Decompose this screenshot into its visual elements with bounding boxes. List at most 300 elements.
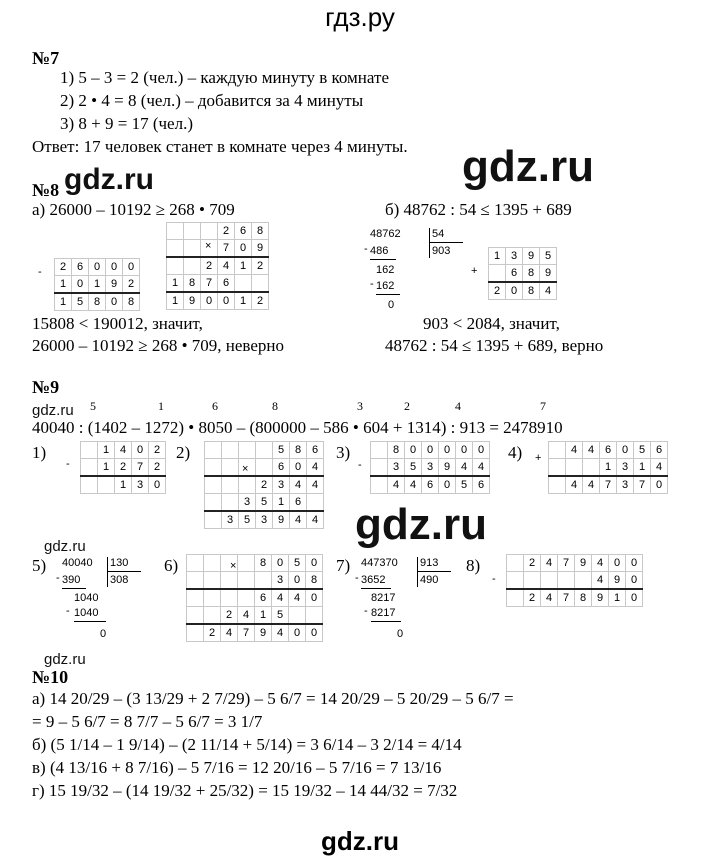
grid-digit (184, 240, 201, 258)
underline (62, 588, 86, 589)
quotient: 308 (110, 574, 129, 586)
grid-digit: 5 (72, 293, 89, 311)
watermark-large: gdz.ru (462, 142, 594, 191)
task-10b-line: б) (5 1/14 – 1 9/14) – (2 11/14 + 5/14) = 3 6/14 – 3 2/14 = 4/14 (32, 735, 462, 754)
grid-digit: 1 (55, 276, 72, 294)
grid-digit: 6 (600, 442, 617, 459)
grid-digit: 0 (235, 240, 252, 258)
grid-row (167, 240, 269, 258)
grid-digit: 0 (651, 476, 668, 494)
grid-digit: 0 (289, 572, 306, 590)
grid-digit (549, 476, 566, 494)
order-number: 8 (272, 399, 278, 413)
grid-digit (167, 240, 184, 258)
grid-digit: 4 (238, 607, 255, 625)
grid-digit (201, 223, 218, 240)
grid-digit (205, 459, 222, 477)
task-10-title: №10 (32, 667, 69, 687)
grid-digit (205, 511, 222, 529)
grid-digit (289, 607, 306, 625)
grid-digit: 0 (405, 442, 422, 459)
quotient: 490 (420, 574, 439, 586)
grid-digit (204, 589, 221, 607)
grid-digit (507, 572, 524, 590)
grid-digit: 0 (609, 555, 626, 572)
grid-digit: 4 (541, 555, 558, 572)
grid-digit: 9 (439, 459, 456, 477)
step-label-1: 1) (32, 443, 47, 462)
grid-digit: 8 (575, 589, 592, 607)
grid-digit (524, 572, 541, 590)
grid-digit (238, 589, 255, 607)
minus-sign: - (355, 572, 359, 584)
task-7-line-2: 2) 2 • 4 = 8 (чел.) – добавится за 4 минуты (60, 91, 364, 110)
grid-digit (371, 442, 388, 459)
grid-digit (371, 476, 388, 494)
grid-row (507, 555, 643, 572)
divisor: 913 (420, 557, 439, 569)
grid-digit: 1 (273, 494, 290, 512)
grid-digit: 9 (523, 248, 540, 265)
minus-sign: - (364, 243, 368, 255)
grid-digit: 2 (256, 476, 273, 494)
grid-digit: 0 (201, 292, 218, 310)
grid-digit: 8 (184, 275, 201, 293)
grid-row (371, 459, 490, 477)
grid-digit: 4 (473, 459, 490, 477)
grid-digit (238, 572, 255, 590)
division-bar (107, 571, 141, 572)
grid-digit (256, 459, 273, 477)
plus-sign: + (471, 265, 478, 277)
grid-digit: 4 (290, 511, 307, 529)
grid-digit (566, 459, 583, 477)
grid-row (549, 476, 668, 494)
grid-digit: 6 (506, 265, 523, 283)
grid-digit (222, 442, 239, 459)
task-8-title: №8 (32, 180, 60, 200)
task-8a-conclusion-2: 26000 – 10192 ≥ 268 • 709, неверно (32, 336, 284, 355)
grid-digit: 1 (634, 459, 651, 477)
grid-row (371, 442, 490, 459)
grid-digit: 5 (634, 442, 651, 459)
grid-digit: 6 (307, 442, 324, 459)
grid-digit: 3 (272, 572, 289, 590)
division-step: 8217 (371, 607, 396, 619)
grid-digit: 1 (255, 607, 272, 625)
grid-digit: 0 (290, 459, 307, 477)
grid-digit: 2 (524, 555, 541, 572)
task-8a-expression: а) 26000 – 10192 ≥ 268 • 709 (32, 200, 235, 219)
grid-digit: 6 (72, 259, 89, 276)
grid-digit: 6 (290, 494, 307, 512)
grid-digit (81, 476, 98, 494)
grid-digit (204, 572, 221, 590)
task-10a-line-1: а) 14 20/29 – (3 13/29 + 2 7/29) – 5 6/7 = 14 20/29 – 5 20/29 – 5 6/7 = (32, 689, 514, 708)
step-label-3: 3) (336, 443, 351, 462)
grid-digit: 6 (255, 589, 272, 607)
grid-digit (184, 257, 201, 275)
grid-digit (81, 459, 98, 477)
order-number: 5 (90, 399, 96, 413)
grid-digit: 7 (132, 459, 149, 477)
grid-digit: 0 (306, 589, 323, 607)
grid-digit: 3 (239, 494, 256, 512)
grid-digit (187, 624, 204, 642)
division-step: 1040 (74, 607, 99, 619)
grid-digit (98, 476, 115, 494)
grid-digit: 2 (252, 292, 269, 310)
grid-digit: 3 (132, 476, 149, 494)
grid-row (205, 511, 324, 529)
grid-row (167, 292, 269, 310)
times-sign: × (205, 240, 212, 252)
underline (370, 259, 396, 260)
site-header[interactable]: гдз.ру (325, 2, 395, 32)
grid-digit: 9 (575, 555, 592, 572)
step-label-4: 4) (508, 443, 523, 462)
grid-digit: 4 (272, 589, 289, 607)
step-8-subtraction-grid (506, 554, 643, 607)
grid-digit: 1 (609, 589, 626, 607)
grid-digit (204, 607, 221, 625)
underline (74, 621, 106, 622)
division-step: 486 (370, 245, 389, 257)
grid-digit: 4 (115, 442, 132, 459)
grid-digit: 8 (89, 293, 106, 311)
order-number: 6 (212, 399, 218, 413)
task-7-title: №7 (32, 48, 60, 68)
grid-digit (187, 607, 204, 625)
grid-digit: 3 (617, 476, 634, 494)
grid-digit: 9 (252, 240, 269, 258)
grid-row (55, 276, 140, 294)
grid-digit: 4 (307, 459, 324, 477)
grid-digit: 8 (523, 265, 540, 283)
remainder: 0 (388, 299, 395, 311)
grid-digit: 9 (184, 292, 201, 310)
step-label-8: 8) (466, 556, 481, 575)
grid-digit: 4 (388, 476, 405, 494)
dividend: 48762 (370, 228, 401, 240)
grid-digit: 0 (72, 276, 89, 294)
grid-digit: 9 (592, 589, 609, 607)
grid-digit: 4 (456, 459, 473, 477)
task-8b-addition-grid (488, 247, 557, 300)
grid-digit: 2 (201, 257, 218, 275)
grid-digit (221, 555, 238, 572)
task-8a-subtraction-grid (54, 258, 140, 311)
grid-row (205, 442, 324, 459)
grid-digit (222, 476, 239, 494)
remainder: 0 (100, 628, 107, 640)
minus-sign: - (370, 278, 374, 290)
dividend: 40040 (62, 557, 93, 569)
times-sign: × (242, 463, 249, 475)
grid-digit: 0 (306, 624, 323, 642)
grid-digit (558, 572, 575, 590)
task-8b-conclusion-1: 903 < 2084, значит, (423, 314, 560, 333)
grid-digit: 0 (626, 555, 643, 572)
grid-digit: 4 (541, 589, 558, 607)
grid-digit: 8 (123, 293, 140, 311)
grid-digit: 8 (255, 555, 272, 572)
grid-digit (307, 494, 324, 512)
grid-digit: 9 (106, 276, 123, 294)
order-number: 4 (455, 399, 461, 413)
grid-digit: 1 (167, 275, 184, 293)
grid-digit: 2 (252, 257, 269, 275)
grid-digit: 0 (218, 292, 235, 310)
step-6-multiplication-grid (186, 554, 323, 642)
grid-digit: 0 (617, 442, 634, 459)
grid-row (489, 265, 557, 283)
grid-digit: 6 (422, 476, 439, 494)
order-number: 2 (404, 399, 410, 413)
grid-digit (255, 572, 272, 590)
division-step: 1040 (74, 592, 99, 604)
grid-digit: 0 (272, 555, 289, 572)
division-step: 8217 (371, 592, 396, 604)
grid-digit (489, 265, 506, 283)
divisor: 130 (110, 557, 129, 569)
site-footer[interactable]: gdz.ru (321, 826, 399, 856)
minus-sign: - (358, 459, 362, 471)
grid-digit: 4 (592, 572, 609, 590)
task-7-answer: Ответ: 17 человек станет в комнате через 4 минуты. (32, 137, 408, 156)
grid-row (55, 259, 140, 276)
grid-digit: 7 (634, 476, 651, 494)
grid-digit (252, 275, 269, 293)
grid-digit: 5 (273, 442, 290, 459)
grid-digit: 3 (422, 459, 439, 477)
grid-digit: 0 (123, 259, 140, 276)
grid-digit: 2 (149, 459, 166, 477)
grid-row (81, 459, 166, 477)
grid-digit (205, 442, 222, 459)
grid-digit: 5 (256, 494, 273, 512)
grid-digit: 4 (583, 476, 600, 494)
grid-digit (205, 476, 222, 494)
quotient: 903 (432, 245, 451, 257)
grid-digit: 9 (273, 511, 290, 529)
grid-digit (187, 589, 204, 607)
grid-digit: 0 (306, 555, 323, 572)
grid-digit: 2 (524, 589, 541, 607)
grid-digit: 6 (273, 459, 290, 477)
step-1-subtraction-grid (80, 441, 166, 494)
grid-digit: 4 (307, 511, 324, 529)
grid-digit: 4 (289, 589, 306, 607)
grid-digit: 0 (106, 293, 123, 311)
grid-digit (222, 459, 239, 477)
grid-digit: 4 (540, 282, 557, 300)
times-sign: × (230, 560, 237, 572)
grid-digit: 2 (204, 624, 221, 642)
order-number: 7 (540, 399, 546, 413)
grid-digit: 3 (222, 511, 239, 529)
grid-digit: 7 (218, 240, 235, 258)
grid-digit (371, 459, 388, 477)
task-9-expression: 40040 : (1402 – 1272) • 8050 – (800000 – 586 • 604 + 1314) : 913 = 2478910 (32, 418, 563, 437)
grid-row (371, 476, 490, 494)
grid-row (549, 442, 668, 459)
grid-row (507, 572, 643, 590)
grid-digit: 4 (592, 555, 609, 572)
task-10a-line-2: = 9 – 5 6/7 = 8 7/7 – 5 6/7 = 3 1/7 (32, 712, 263, 731)
grid-digit (507, 555, 524, 572)
grid-row (167, 223, 269, 240)
underline (371, 621, 401, 622)
minus-sign: - (56, 572, 60, 584)
minus-sign: - (66, 458, 70, 470)
grid-digit (238, 555, 255, 572)
grid-digit (583, 459, 600, 477)
grid-digit: 7 (558, 589, 575, 607)
grid-digit: 4 (405, 476, 422, 494)
grid-digit: 3 (506, 248, 523, 265)
grid-digit (167, 257, 184, 275)
grid-row (187, 624, 323, 642)
watermark-small-2: gdz.ru (44, 538, 86, 555)
grid-digit: 1 (235, 292, 252, 310)
grid-digit (239, 476, 256, 494)
grid-digit: 8 (306, 572, 323, 590)
grid-digit: 4 (290, 476, 307, 494)
grid-row (55, 293, 140, 311)
task-10c-line: в) (4 13/16 + 8 7/16) – 5 7/16 = 12 20/16 – 5 7/16 = 7 13/16 (32, 758, 442, 777)
grid-digit: 5 (289, 555, 306, 572)
grid-row (489, 248, 557, 265)
dividend: 447370 (361, 557, 398, 569)
grid-digit: 4 (221, 624, 238, 642)
grid-digit: 2 (221, 607, 238, 625)
grid-digit: 1 (98, 459, 115, 477)
grid-digit: 4 (566, 476, 583, 494)
grid-digit (575, 572, 592, 590)
grid-row (187, 589, 323, 607)
grid-digit (81, 442, 98, 459)
remainder: 0 (397, 628, 404, 640)
grid-digit (204, 555, 221, 572)
grid-digit: 5 (239, 511, 256, 529)
order-number: 3 (357, 399, 363, 413)
grid-digit: 1 (115, 476, 132, 494)
grid-row (205, 476, 324, 494)
task-9-title: №9 (32, 377, 60, 397)
grid-digit: 3 (617, 459, 634, 477)
grid-digit: 5 (405, 459, 422, 477)
task-8b-conclusion-2: 48762 : 54 ≤ 1395 + 689, верно (385, 336, 604, 355)
grid-digit: 0 (473, 442, 490, 459)
grid-digit: 1 (89, 276, 106, 294)
grid-digit: 7 (201, 275, 218, 293)
underline (376, 294, 400, 295)
grid-digit: 7 (558, 555, 575, 572)
grid-digit: 2 (55, 259, 72, 276)
grid-digit: 7 (238, 624, 255, 642)
grid-digit: 0 (289, 624, 306, 642)
grid-row (507, 589, 643, 607)
minus-sign: - (364, 605, 368, 617)
grid-digit: 2 (123, 276, 140, 294)
watermark-center: gdz.ru (355, 500, 487, 549)
task-8a-multiplication-grid (166, 222, 269, 310)
grid-digit: 5 (272, 607, 289, 625)
grid-row (167, 257, 269, 275)
grid-digit: 0 (106, 259, 123, 276)
grid-digit (205, 494, 222, 512)
plus-sign: + (535, 452, 542, 464)
grid-digit: 8 (388, 442, 405, 459)
grid-digit: 0 (626, 572, 643, 590)
task-8b-expression: б) 48762 : 54 ≤ 1395 + 689 (385, 200, 572, 219)
grid-digit: 9 (540, 265, 557, 283)
grid-digit: 6 (651, 442, 668, 459)
grid-digit (221, 572, 238, 590)
grid-digit: 5 (456, 476, 473, 494)
grid-digit: 1 (489, 248, 506, 265)
grid-digit: 9 (609, 572, 626, 590)
grid-digit (541, 572, 558, 590)
grid-digit (187, 555, 204, 572)
division-bar (417, 571, 451, 572)
grid-digit: 4 (566, 442, 583, 459)
grid-digit (239, 442, 256, 459)
grid-digit: 0 (422, 442, 439, 459)
grid-row (187, 572, 323, 590)
order-number: 1 (158, 399, 164, 413)
step-label-2: 2) (176, 443, 191, 462)
division-step: 162 (376, 264, 395, 276)
grid-digit: 6 (235, 223, 252, 240)
watermark-small-3: gdz.ru (44, 651, 86, 668)
grid-digit (222, 494, 239, 512)
division-bar (429, 228, 430, 258)
grid-digit: 1 (167, 292, 184, 310)
grid-digit: 0 (506, 282, 523, 300)
grid-digit: 6 (473, 476, 490, 494)
grid-row (81, 442, 166, 459)
grid-digit: 1 (235, 257, 252, 275)
grid-digit: 4 (583, 442, 600, 459)
grid-digit (549, 442, 566, 459)
grid-digit: 3 (273, 476, 290, 494)
grid-digit (184, 223, 201, 240)
division-bar (417, 557, 418, 587)
grid-row (81, 476, 166, 494)
grid-digit: 4 (272, 624, 289, 642)
grid-row (187, 607, 323, 625)
step-4-addition-grid (548, 441, 668, 494)
grid-digit: 3 (388, 459, 405, 477)
grid-digit: 0 (456, 442, 473, 459)
minus-sign: - (66, 605, 70, 617)
grid-digit (256, 442, 273, 459)
grid-digit: 9 (255, 624, 272, 642)
grid-digit (239, 459, 256, 477)
task-7-line-3: 3) 8 + 9 = 17 (чел.) (60, 114, 193, 133)
watermark-small-1: gdz.ru (32, 402, 74, 419)
grid-digit: 6 (218, 275, 235, 293)
grid-digit (221, 589, 238, 607)
minus-sign: - (492, 573, 496, 585)
grid-digit: 8 (290, 442, 307, 459)
division-step: 162 (376, 280, 395, 292)
task-10d-line: г) 15 19/32 – (14 19/32 + 25/32) = 15 19/32 – 14 44/32 = 7/32 (32, 781, 458, 800)
grid-digit: 8 (523, 282, 540, 300)
division-step: 390 (62, 574, 81, 586)
